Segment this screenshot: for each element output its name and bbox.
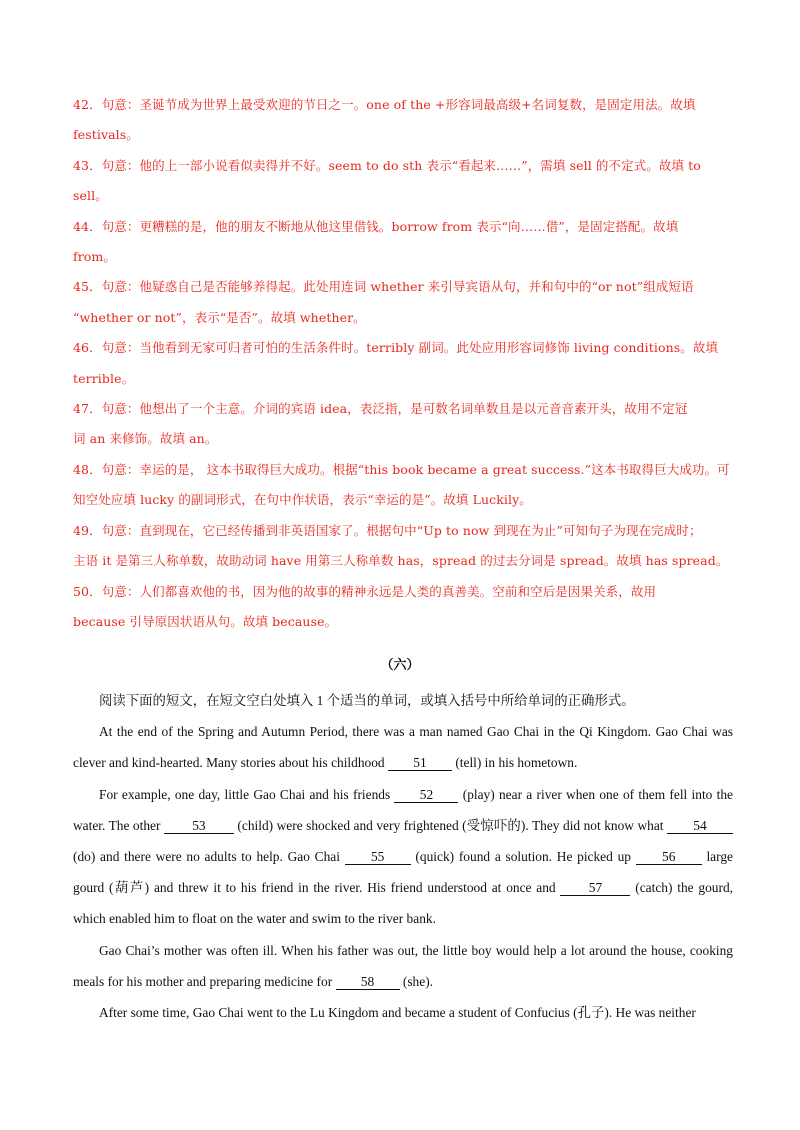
text-segment: (catch) the gourd, which enabled him to float on the water and swim to the river bank. <box>73 880 734 927</box>
answer-45-line2: “whether or not”，表示“是否”。故填 whether。 <box>73 309 366 325</box>
text-segment: For example, one day, little Gao Chai and his friends <box>99 786 395 802</box>
section-title: （六） <box>380 658 420 673</box>
blank-51[interactable]: 51 <box>388 756 452 771</box>
answer-42-line2: festivals。 <box>73 127 139 143</box>
answer-47-line2: 词 an 来修饰。故填 an。 <box>73 431 218 447</box>
text-segment: (she). <box>399 973 433 989</box>
paragraph-2 <box>73 779 733 935</box>
answer-44-line1: 44．句意：更糟糕的是，他的朋友不断地从他这里借钱。borrow from 表示“向……借”，是固定搭配。故填 <box>73 218 679 234</box>
text-segment: Gao Chai’s mother was often ill. When his father was out, the little boy would help a lot around the house, cooking meals for his mother and preparing medicine for <box>73 942 733 989</box>
answer-46-line1: 46．句意：当他看到无家可归者可怕的生活条件时。terribly 副词。此处应用形容词修饰 living conditions。故填 <box>73 340 719 356</box>
blank-57[interactable]: 57 <box>560 881 630 896</box>
blank-53[interactable]: 53 <box>164 819 234 834</box>
text-segment: (tell) in his hometown. <box>451 755 578 771</box>
answer-49-line2: 主语 it 是第三人称单数，故助动词 have 用第三人称单数 has，spread 的过去分词是 spread。故填 has spread。 <box>73 553 729 569</box>
answer-46-line2: terrible。 <box>73 370 135 386</box>
answer-48-line2: 知空处应填 lucky 的副词形式，在句中作状语，表示“幸运的是”。故填 Luckily。 <box>73 492 532 508</box>
blank-55[interactable]: 55 <box>345 850 411 865</box>
text-segment: (do) and there were no adults to help. Gao Chai <box>73 849 345 865</box>
answer-48-line1: 48．句意：幸运的是， 这本书取得巨大成功。根据“this book became a great success.”这本书取得巨大成功。可 <box>73 461 730 477</box>
answer-49-line1: 49．句意：直到现在，它已经传播到非英语国家了。根据句中“Up to now 到现在为止”可知句子为现在完成时； <box>73 522 702 538</box>
answer-42-line1: 42．句意：圣诞节成为世界上最受欢迎的节日之一。one of the +形容词最高级+名词复数，是固定用法。故填 <box>73 97 696 112</box>
text-segment: (child) were shocked and very frightened (受惊吓的). They did not know what <box>233 817 667 833</box>
blank-52[interactable]: 52 <box>394 788 458 803</box>
answer-explanations <box>73 90 733 637</box>
answer-45-line1: 45．句意：他疑惑自己是否能够养得起。此处用连词 whether 来引导宾语从句，并和句中的“or not”组成短语 <box>73 279 694 295</box>
answer-43-line2: sell。 <box>73 188 108 204</box>
instruction: 阅读下面的短文，在短文空白处填入 1 个适当的单词，或填入括号中所给单词的正确形式。 <box>99 693 635 708</box>
answer-50-line1: 50．句意：人们都喜欢他的书，因为他的故事的精神永远是人类的真善美。空前和空后是因果关系，故用 <box>73 583 657 599</box>
answer-50-line2: because 引导原因状语从句。故填 because。 <box>73 613 338 629</box>
answer-43-line1: 43．句意：他的上一部小说看似卖得并不好。seem to do sth 表示“看起来……”，需填 sell 的不定式。故填 to <box>73 157 701 173</box>
paragraph-4: After some time, Gao Chai went to the Lu Kingdom and became a student of Confucius (孔子). He was neither <box>99 1005 696 1021</box>
answer-44-line2: from。 <box>73 249 116 265</box>
blank-56[interactable]: 56 <box>636 850 702 865</box>
blank-58[interactable]: 58 <box>336 975 400 990</box>
cloze-passage <box>73 685 733 1028</box>
blank-54[interactable]: 54 <box>667 819 733 834</box>
text-segment: (play) near a river when one of them fell into the water. The other <box>73 786 733 833</box>
paragraph-1 <box>73 716 733 778</box>
text-segment: (quick) found a solution. He picked up <box>410 849 636 865</box>
text-segment: At the end of the Spring and Autumn Period, there was a man named Gao Chai in the Qi Kingdom. Gao Chai was clever and kind-hearted. Many stories about his childhood <box>73 724 733 771</box>
answer-47-line1: 47．句意：他想出了一个主意。介词的宾语 idea，表泛指，是可数名词单数且是以元音音素开头，故用不定冠 <box>73 401 688 417</box>
paragraph-3 <box>73 935 733 997</box>
text-segment: large gourd (葫芦) and threw it to his friend in the river. His friend understood at once and <box>73 849 733 896</box>
